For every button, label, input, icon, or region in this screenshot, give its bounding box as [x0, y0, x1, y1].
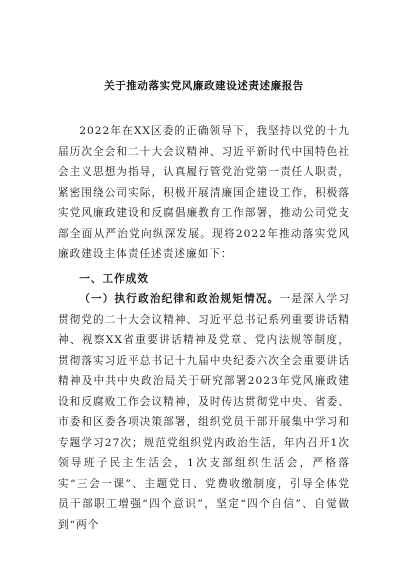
subsection-body: 一是深入学习贯彻党的二十大会议精神、习近平总书记系列重要讲话精神、视察XX省重要讲话精神及党章、党内法规等制度，贯彻落实习近平总书记十九届中央纪委六次全会重要讲话精神及中共中央政治局关于研究部署2023年党风廉政建设和反腐败工作会议精神，及时传达贯彻党中央、省委、市委和区委各项决策部署，组织党员干部开展集中学习和专题学习27次；规范党组织党内政治生活，年内召开1次领导班子民主生活会，1次支部组织生活会，严格落实“三会一课”、主题党日、党费收缴制度，引导全体党员干部职工增强“四个意识”，坚定“四个自信”、自觉做到“两个 [58, 293, 350, 531]
document-title: 关于推动落实党风廉政建设述责述廉报告 [104, 80, 304, 92]
intro-paragraph: 2022年在XX区委的正确领导下，我坚持以党的十九届历次全会和二十大会议精神、习近平新时代中国特色社会主义思想为指导，认真履行管党治党第一责任人职责，紧密围绕公司实际，积极开展清廉国企建设工作，积极落实党风廉政建设和反腐倡廉教育工作部署，推动公司党支部全面从严治党向纵深发展。现将2022年推动落实党风廉政建设主体责任述责述廉如下： [58, 125, 350, 260]
subsection-heading: （一）执行政治纪律和政治规矩情况。 [79, 293, 280, 305]
section-heading: 一、工作成效 [79, 272, 150, 285]
subsection-paragraph [58, 289, 350, 535]
